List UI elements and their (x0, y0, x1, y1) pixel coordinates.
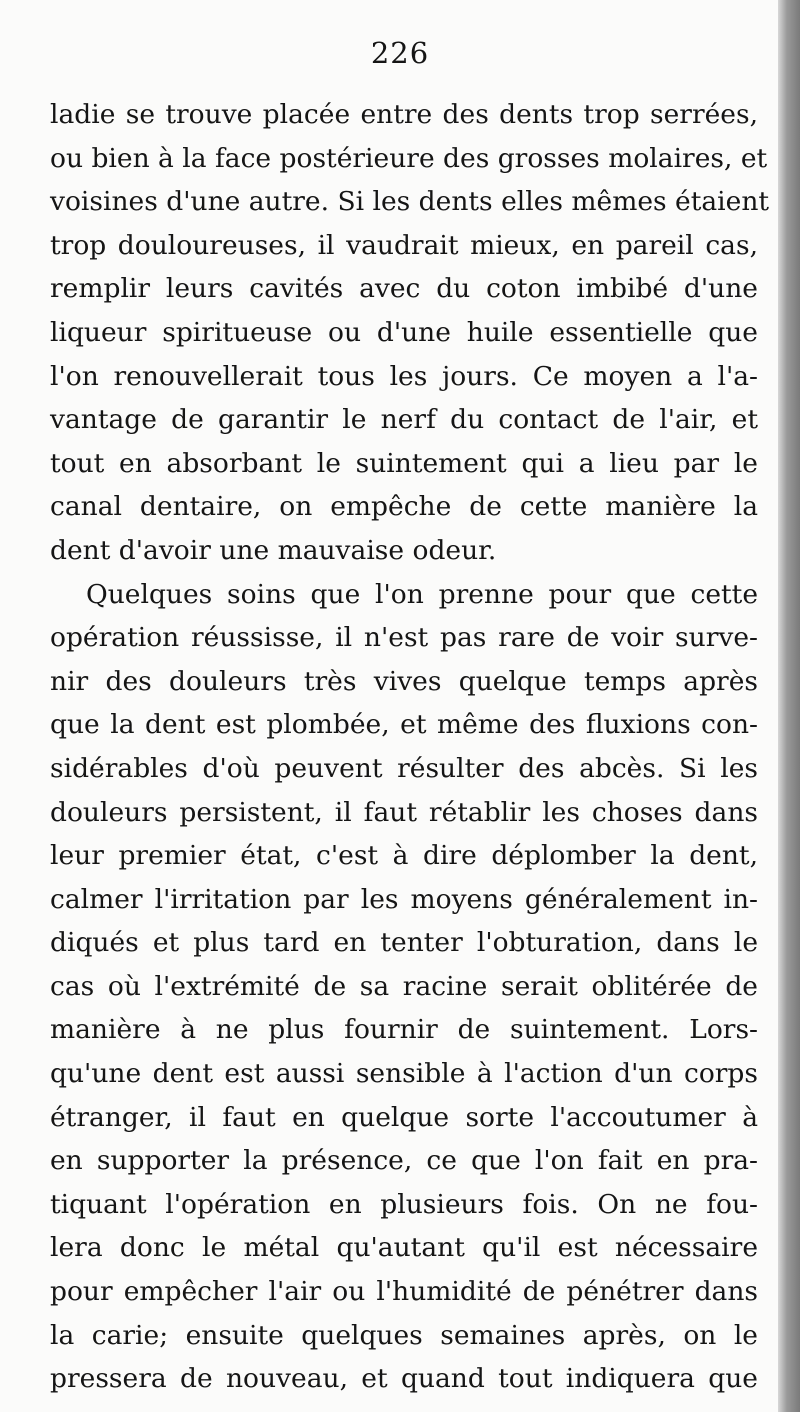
text-line: qu'une dent est aussi sensible à l'action d'un corps (50, 1058, 758, 1090)
text-line: ou bien à la face postérieure des grosses molaires, et (50, 142, 768, 174)
text-line: dent d'avoir une mauvaise odeur. (50, 534, 497, 566)
text-line: liqueur spiritueuse ou d'une huile essentielle que (50, 316, 758, 348)
text-line: lera donc le métal qu'autant qu'il est nécessaire (50, 1232, 758, 1264)
text-line: étranger, il faut en quelque sorte l'accoutumer à (50, 1101, 758, 1133)
paragraph-1 (50, 93, 770, 573)
text-line: opération réussisse, il n'est pas rare de voir surve- (50, 622, 758, 654)
page-edge-shadow (778, 0, 800, 1412)
text-line: sidérables d'où peuvent résulter des abcès. Si les (50, 752, 758, 784)
text-line: vantage de garantir le nerf du contact de l'air, et (50, 404, 758, 436)
text-line: en supporter la présence, ce que l'on fait en pra- (50, 1145, 758, 1177)
text-line: pour empêcher l'air ou l'humidité de pénétrer dans (50, 1276, 758, 1308)
text-line: l'on renouvellerait tous les jours. Ce moyen a l'a- (50, 360, 758, 392)
text-line: la carie; ensuite quelques semaines après, on le (50, 1319, 758, 1351)
text-line: calmer l'irritation par les moyens généralement in- (50, 883, 758, 915)
text-line: Quelques soins que l'on prenne pour que cette (86, 578, 758, 610)
text-line: cas où l'extrémité de sa racine serait oblitérée de (50, 970, 758, 1002)
text-line: pressera de nouveau, et quand tout indiquera que (50, 1363, 758, 1395)
text-line: canal dentaire, on empêche de cette manière la (50, 491, 758, 523)
text-line: tout en absorbant le suintement qui a lieu par le (50, 447, 758, 479)
text-line: remplir leurs cavités avec du coton imbibé d'une (50, 273, 758, 305)
text-line: diqués et plus tard en tenter l'obturation, dans le (50, 927, 758, 959)
text-line: tiquant l'opération en plusieurs fois. On ne fou- (50, 1188, 758, 1220)
text-line: voisines d'une autre. Si les dents elles mêmes étaient (50, 186, 770, 218)
text-line: que la dent est plombée, et même des fluxions con- (50, 709, 758, 741)
text-line: trop douloureuses, il vaudrait mieux, en pareil cas, (50, 229, 758, 261)
text-line: douleurs persistent, il faut rétablir les choses dans (50, 796, 758, 828)
page-number: 226 (370, 36, 430, 70)
body-text (50, 93, 770, 1401)
text-line: leur premier état, c'est à dire déplomber la dent, (50, 840, 758, 872)
text-line: nir des douleurs très vives quelque temps après (50, 665, 758, 697)
text-line: ladie se trouve placée entre des dents trop serrées, (50, 99, 758, 130)
paragraph-2 (50, 573, 758, 1401)
text-line: manière à ne plus fournir de suintement. Lors- (50, 1014, 758, 1046)
